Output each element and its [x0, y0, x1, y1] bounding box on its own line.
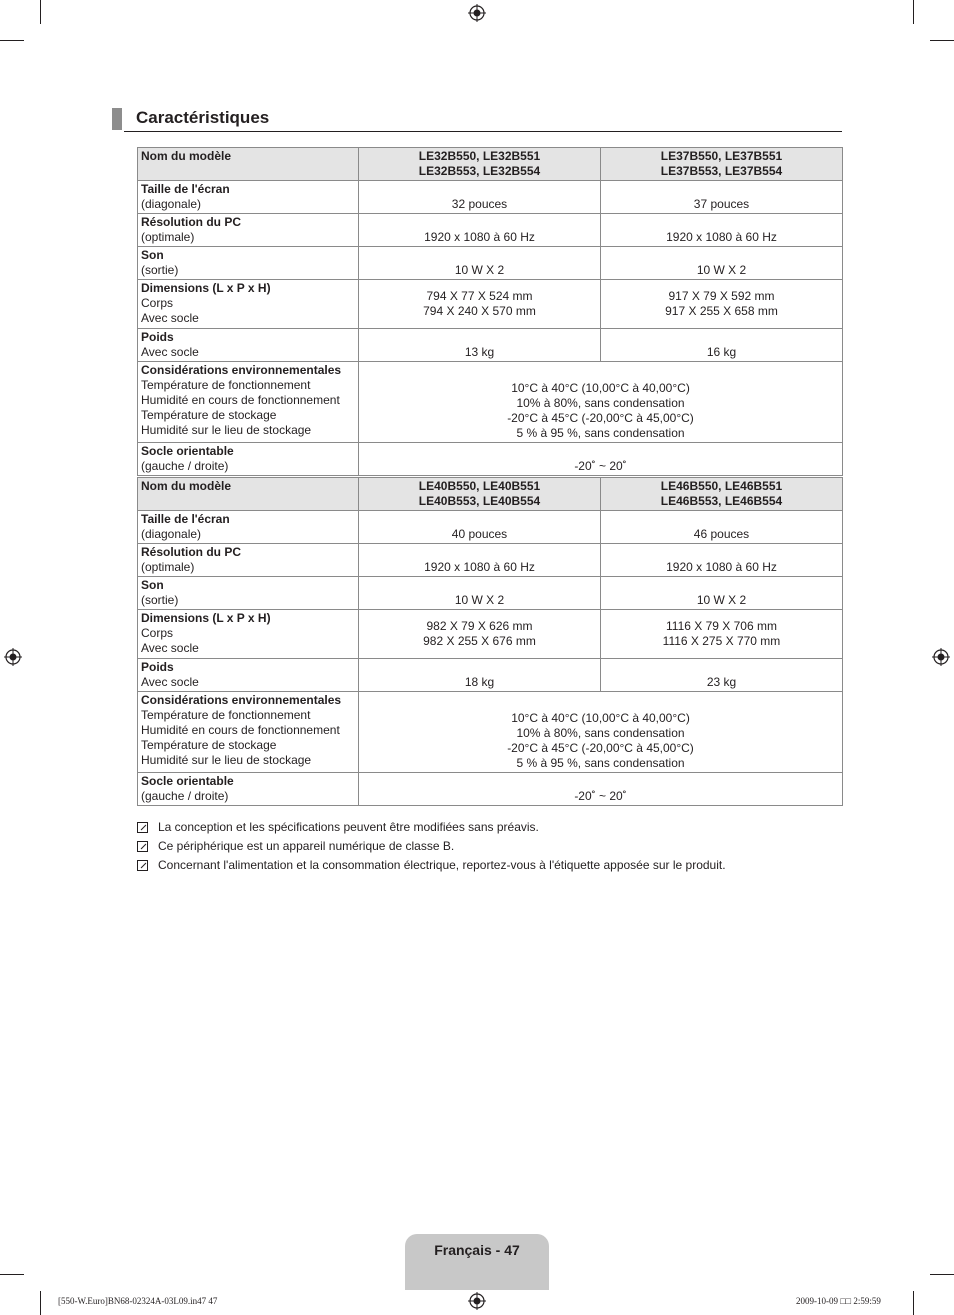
spec-row	[138, 577, 843, 610]
spec-sublabel: Avec socle	[141, 641, 199, 655]
spec-value: -20˚ ~ 20˚	[574, 789, 627, 803]
spec-value-cell	[601, 610, 843, 659]
spec-label: Poids	[141, 330, 174, 344]
spec-value: 10 W X 2	[696, 263, 747, 277]
spec-label: Socle orientable	[141, 444, 234, 458]
spec-value-cell	[359, 247, 601, 280]
swivel-row	[138, 443, 843, 476]
model-label-cell	[138, 478, 359, 511]
environment-row	[138, 362, 843, 443]
spec-label-cell	[138, 362, 359, 443]
spec-label: Taille de l'écran	[141, 512, 230, 526]
spec-value-cell	[601, 247, 843, 280]
spec-value: 10% à 80%, sans condensation	[516, 726, 685, 740]
spec-value-cell	[601, 181, 843, 214]
registration-mark-icon	[468, 1292, 486, 1310]
spec-value: -20°C à 45°C (-20,00°C à 45,00°C)	[507, 411, 694, 425]
spec-table	[137, 477, 843, 806]
spec-value: 40 pouces	[451, 527, 508, 541]
note-item	[137, 856, 726, 875]
environment-value-cell	[359, 362, 843, 443]
spec-value-cell	[601, 280, 843, 329]
crop-mark	[930, 40, 954, 41]
crop-mark	[0, 1274, 24, 1275]
model-header-row	[138, 148, 843, 181]
environment-row	[138, 692, 843, 773]
spec-label: Son	[141, 248, 164, 262]
spec-value: 982 X 79 X 626 mm	[426, 619, 533, 633]
spec-sublabel: Température de fonctionnement	[141, 378, 311, 392]
spec-value: 46 pouces	[693, 527, 750, 541]
spec-label-cell	[138, 692, 359, 773]
spec-label-cell	[138, 443, 359, 476]
print-slug-file: [550-W.Euro]BN68-02324A-03L09.in47 47	[58, 1296, 218, 1306]
spec-value: -20˚ ~ 20˚	[574, 459, 627, 473]
crop-mark	[913, 1291, 914, 1315]
spec-sublabel: Température de stockage	[141, 738, 277, 752]
model-name: LE37B550, LE37B551	[660, 149, 783, 163]
spec-sublabel: Humidité sur le lieu de stockage	[141, 423, 312, 437]
spec-label: Socle orientable	[141, 774, 234, 788]
spec-value: 794 X 240 X 570 mm	[423, 304, 536, 318]
spec-value: 37 pouces	[693, 197, 750, 211]
spec-row	[138, 247, 843, 280]
spec-sublabel: Humidité en cours de fonctionnement	[141, 723, 340, 737]
spec-value-cell	[601, 329, 843, 362]
spec-label: Résolution du PC	[141, 215, 241, 229]
spec-value: 1116 X 79 X 706 mm	[666, 619, 777, 633]
spec-row	[138, 511, 843, 544]
spec-label-cell	[138, 214, 359, 247]
spec-label: Dimensions (L x P x H)	[141, 611, 271, 625]
note-item	[137, 818, 726, 837]
spec-row	[138, 544, 843, 577]
model-header-row	[138, 478, 843, 511]
model-name: LE40B550, LE40B551	[418, 479, 541, 493]
crop-mark	[40, 0, 41, 24]
note-icon	[137, 860, 148, 871]
spec-sublabel: Avec socle	[141, 345, 199, 359]
spec-value-cell	[601, 577, 843, 610]
note-text: Concernant l'alimentation et la consommation électrique, reportez-vous à l'étiquette apposée sur le produit.	[158, 858, 726, 872]
spec-sublabel: Corps	[141, 626, 174, 640]
spec-value: 1116 X 275 X 770 mm	[662, 634, 781, 648]
crop-mark	[40, 1291, 41, 1315]
spec-sublabel: (sortie)	[141, 263, 179, 277]
note-text: La conception et les spécifications peuvent être modifiées sans préavis.	[158, 820, 539, 834]
spec-table	[137, 147, 843, 476]
spec-value-cell	[601, 659, 843, 692]
page-title: Caractéristiques	[136, 108, 270, 127]
spec-value: 1920 x 1080 à 60 Hz	[666, 560, 777, 574]
crop-mark	[930, 1274, 954, 1275]
spec-label-cell	[138, 181, 359, 214]
spec-value: 982 X 255 X 676 mm	[423, 634, 536, 648]
spec-sublabel: (optimale)	[141, 230, 195, 244]
model-name-cell	[359, 478, 601, 511]
model-name: LE46B553, LE46B554	[660, 494, 783, 508]
crop-mark	[913, 0, 914, 24]
spec-sublabel: Avec socle	[141, 675, 199, 689]
model-name: LE46B550, LE46B551	[660, 479, 783, 493]
spec-value-cell	[359, 329, 601, 362]
spec-value-cell	[601, 511, 843, 544]
spec-value: 10 W X 2	[696, 593, 747, 607]
spec-value: 1920 x 1080 à 60 Hz	[666, 230, 777, 244]
model-label: Nom du modèle	[141, 479, 232, 493]
spec-label: Taille de l'écran	[141, 182, 230, 196]
spec-value: 10°C à 40°C (10,00°C à 40,00°C)	[511, 381, 690, 395]
spec-sublabel: (sortie)	[141, 593, 179, 607]
spec-label: Résolution du PC	[141, 545, 241, 559]
spec-value-cell	[359, 181, 601, 214]
spec-value: 10°C à 40°C (10,00°C à 40,00°C)	[511, 711, 690, 725]
spec-value: 917 X 79 X 592 mm	[668, 289, 775, 303]
notes-list	[137, 818, 726, 875]
spec-row	[138, 610, 843, 659]
spec-sublabel: Avec socle	[141, 311, 199, 325]
spec-label-cell	[138, 247, 359, 280]
spec-value: 16 kg	[706, 345, 737, 359]
spec-row	[138, 329, 843, 362]
swivel-value-cell	[359, 773, 843, 806]
spec-label: Considérations environnementales	[141, 693, 342, 707]
model-name: LE40B553, LE40B554	[418, 494, 541, 508]
spec-sublabel: (optimale)	[141, 560, 195, 574]
spec-label: Considérations environnementales	[141, 363, 342, 377]
spec-value-cell	[601, 214, 843, 247]
spec-value-cell	[601, 544, 843, 577]
spec-value-cell	[359, 214, 601, 247]
environment-value-cell	[359, 692, 843, 773]
note-icon	[137, 841, 148, 852]
swivel-value-cell	[359, 443, 843, 476]
spec-label: Dimensions (L x P x H)	[141, 281, 271, 295]
model-label: Nom du modèle	[141, 149, 232, 163]
heading-marker	[112, 108, 122, 130]
spec-row	[138, 214, 843, 247]
spec-value: 23 kg	[706, 675, 737, 689]
spec-value: 10% à 80%, sans condensation	[516, 396, 685, 410]
model-name-cell	[601, 148, 843, 181]
spec-label: Poids	[141, 660, 174, 674]
spec-value-cell	[359, 577, 601, 610]
note-text: Ce périphérique est un appareil numérique de classe B.	[158, 839, 455, 853]
spec-value: 5 % à 95 %, sans condensation	[516, 426, 685, 440]
page-number: Français - 47	[434, 1242, 520, 1258]
spec-value: 18 kg	[464, 675, 495, 689]
model-label-cell	[138, 148, 359, 181]
spec-label-cell	[138, 329, 359, 362]
spec-label-cell	[138, 773, 359, 806]
print-slug-date: 2009-10-09 □□ 2:59:59	[796, 1296, 881, 1306]
spec-label: Son	[141, 578, 164, 592]
spec-row	[138, 280, 843, 329]
spec-value: 794 X 77 X 524 mm	[426, 289, 533, 303]
spec-row	[138, 659, 843, 692]
spec-sublabel: (diagonale)	[141, 527, 202, 541]
spec-row	[138, 181, 843, 214]
spec-value: 32 pouces	[451, 197, 508, 211]
spec-value: 1920 x 1080 à 60 Hz	[424, 560, 535, 574]
spec-sublabel: Corps	[141, 296, 174, 310]
registration-mark-icon	[468, 4, 486, 22]
spec-value: 13 kg	[464, 345, 495, 359]
spec-value: 10 W X 2	[454, 593, 505, 607]
spec-value: 917 X 255 X 658 mm	[665, 304, 778, 318]
spec-value-cell	[359, 610, 601, 659]
swivel-row	[138, 773, 843, 806]
spec-sublabel: (diagonale)	[141, 197, 202, 211]
spec-label-cell	[138, 544, 359, 577]
crop-mark	[0, 40, 24, 41]
spec-label-cell	[138, 659, 359, 692]
spec-sublabel: Température de stockage	[141, 408, 277, 422]
registration-mark-icon	[4, 648, 22, 666]
model-name-cell	[359, 148, 601, 181]
heading-rule	[124, 131, 842, 132]
spec-value-cell	[359, 544, 601, 577]
spec-sublabel: Température de fonctionnement	[141, 708, 311, 722]
model-name: LE32B553, LE32B554	[418, 164, 541, 178]
spec-sublabel: Humidité sur le lieu de stockage	[141, 753, 312, 767]
model-name-cell	[601, 478, 843, 511]
spec-value: -20°C à 45°C (-20,00°C à 45,00°C)	[507, 741, 694, 755]
spec-value-cell	[359, 659, 601, 692]
spec-label-cell	[138, 610, 359, 659]
spec-label-cell	[138, 577, 359, 610]
spec-sublabel: Humidité en cours de fonctionnement	[141, 393, 340, 407]
spec-sublabel: (gauche / droite)	[141, 789, 229, 803]
spec-value: 1920 x 1080 à 60 Hz	[424, 230, 535, 244]
spec-value: 5 % à 95 %, sans condensation	[516, 756, 685, 770]
note-icon	[137, 822, 148, 833]
spec-label-cell	[138, 511, 359, 544]
model-name: LE37B553, LE37B554	[660, 164, 783, 178]
note-item	[137, 837, 726, 856]
spec-value-cell	[359, 511, 601, 544]
spec-value-cell	[359, 280, 601, 329]
spec-label-cell	[138, 280, 359, 329]
model-name: LE32B550, LE32B551	[418, 149, 541, 163]
spec-value: 10 W X 2	[454, 263, 505, 277]
spec-sublabel: (gauche / droite)	[141, 459, 229, 473]
registration-mark-icon	[932, 648, 950, 666]
